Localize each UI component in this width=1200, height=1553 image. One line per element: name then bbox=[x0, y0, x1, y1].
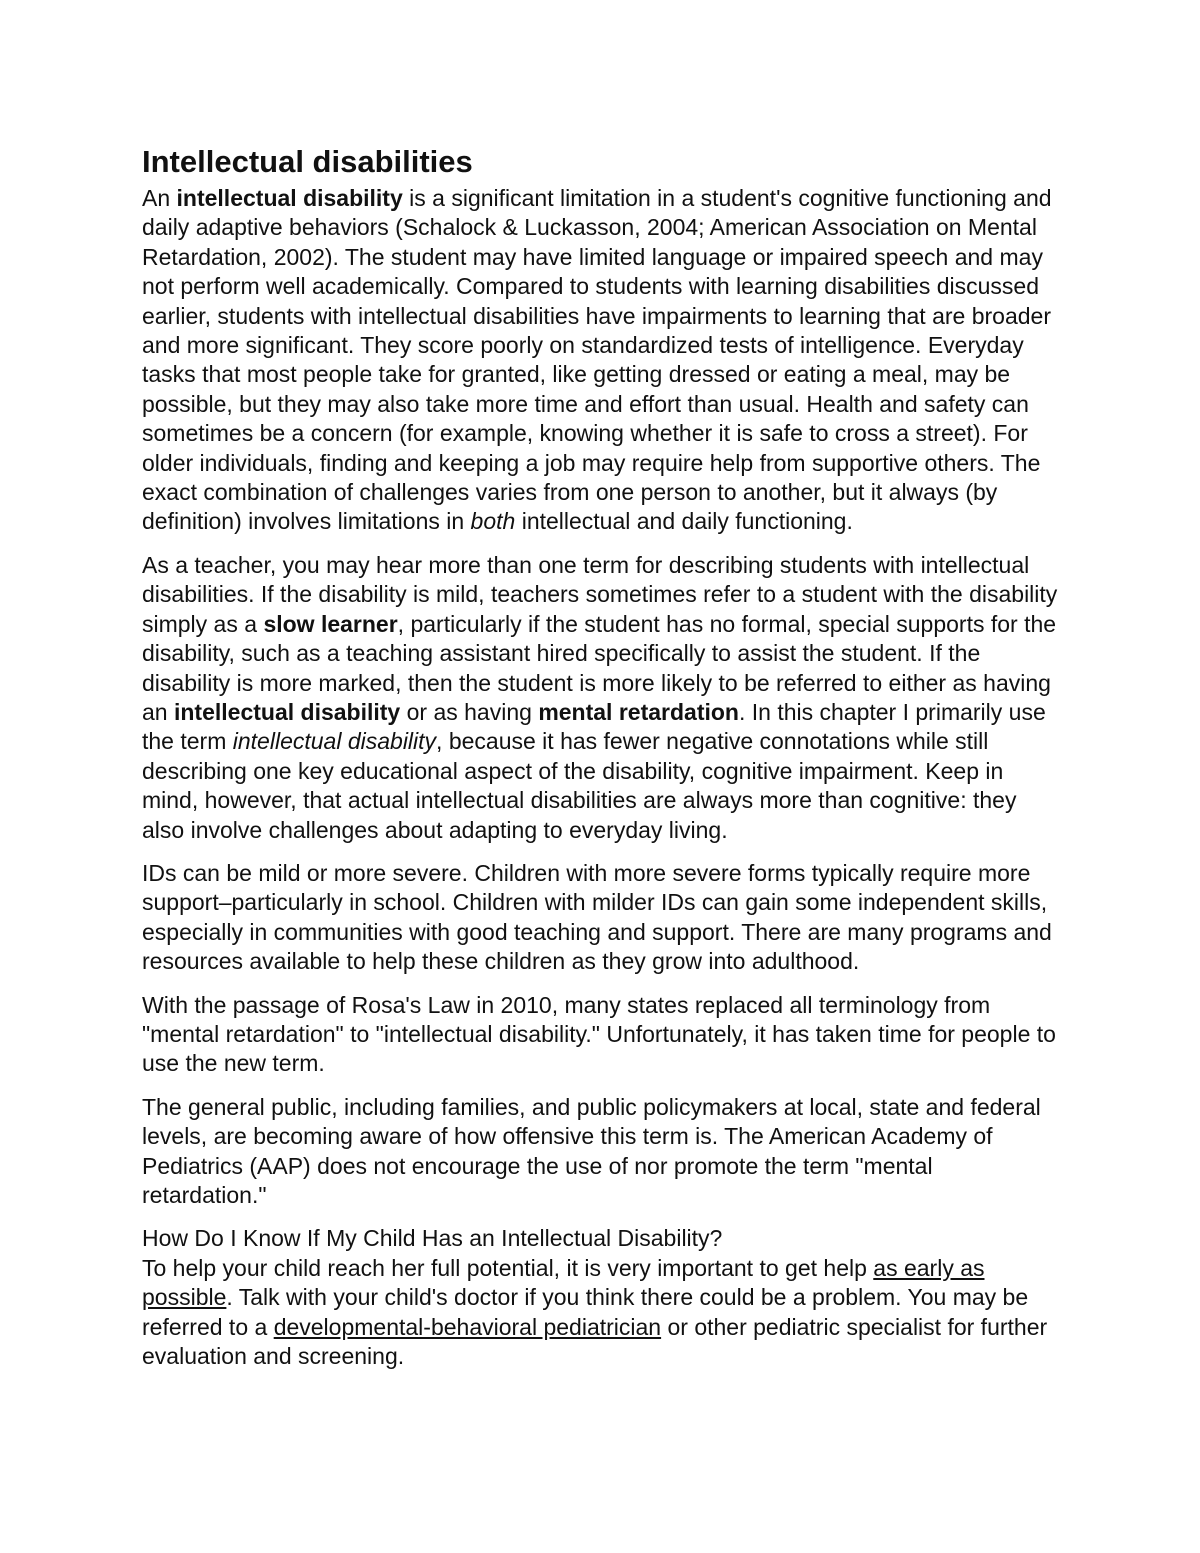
paragraph-3: IDs can be mild or more severe. Children with more severe forms typically require more support–particularly in school. Children with milder IDs can gain some independent skills, especially in communities with good teaching and support. There are many programs and resources available to help these children as they grow into adulthood. bbox=[142, 859, 1052, 975]
text-span: . Talk with your child's doctor if you think there could be a problem. You may be referred to a bbox=[142, 1284, 1029, 1340]
text-span: As a teacher, you may hear more than one term for describing students with intellectual disabilities. If the disability is mild, teachers sometimes refer to a student with the disability simply as a bbox=[142, 551, 1058, 637]
text-span: . In this chapter I primarily use the term bbox=[142, 698, 1046, 755]
paragraph-2 bbox=[142, 551, 1060, 845]
paragraph-6 bbox=[142, 1254, 1060, 1372]
document-title: Intellectual disabilities bbox=[142, 144, 473, 179]
paragraph-4: With the passage of Rosa's Law in 2010, many states replaced all terminology from "mental retardation" to "intellectual disability." Unfortunately, it has taken time for people to use the new term. bbox=[142, 991, 1056, 1077]
early-help-link[interactable]: as early as possible bbox=[142, 1254, 985, 1311]
italic-term: both bbox=[470, 508, 516, 535]
text-span: or as having bbox=[400, 698, 539, 725]
paragraph-5: The general public, including families, and public policymakers at local, state and federal levels, are becoming aware of how offensive this term is. The American Academy of Pediatrics (AAP) does not encourage the use of nor promote the term "mental retardation." bbox=[142, 1093, 1041, 1208]
section-subheading: How Do I Know If My Child Has an Intellectual Disability? bbox=[142, 1225, 723, 1252]
text-span: An bbox=[142, 185, 177, 211]
italic-term: intellectual disability bbox=[232, 728, 437, 755]
bold-term: intellectual disability bbox=[173, 698, 401, 725]
document-page bbox=[142, 140, 1060, 1385]
pediatrician-link[interactable]: developmental-behavioral pediatrician bbox=[273, 1313, 662, 1340]
text-span: intellectual and daily functioning. bbox=[515, 508, 853, 535]
paragraph-1 bbox=[142, 184, 1060, 537]
text-span: , particularly if the student has no formal, special supports for the disability, such as a teaching assistant hired specifically to assist the student. If the disability is more marked, then the student is more likely to be referred to either as having an bbox=[142, 610, 1057, 725]
bold-term: mental retardation bbox=[538, 698, 739, 725]
text-span: or other pediatric specialist for further evaluation and screening. bbox=[142, 1313, 1048, 1370]
bold-term: slow learner bbox=[263, 610, 398, 637]
text-span: is a significant limitation in a student's cognitive functioning and daily adaptive behaviors (Schalock & Luckasson, 2004; American Association on Mental Retardation, 2002). The student may have limited language or impaired speech and may not perform well academically. Compared to students with learning disabilities discussed earlier, students with intellectual disabilities have impairments to learning that are broader and more significant. They score poorly on standardized tests of intelligence. Everyday tasks that most people take for granted, like getting dressed or eating a meal, may be possible, but they may also take more time and effort than usual. Health and safety can sometimes be a concern (for example, knowing whether it is safe to cross a street). For older individuals, finding and keeping a job may require help from supportive others. The exact combination of challenges varies from one person to another, but it always (by definition) involves limitations in bbox=[142, 185, 1052, 535]
bold-term: intellectual disability bbox=[176, 185, 403, 211]
text-span: , because it has fewer negative connotations while still describing one key educational aspect of the disability, cognitive impairment. Keep in mind, however, that actual intellectual disabilities are always more than cognitive: they also involve challenges about adapting to everyday living. bbox=[142, 728, 1017, 843]
text-span: To help your child reach her full potential, it is very important to get help bbox=[142, 1254, 874, 1281]
